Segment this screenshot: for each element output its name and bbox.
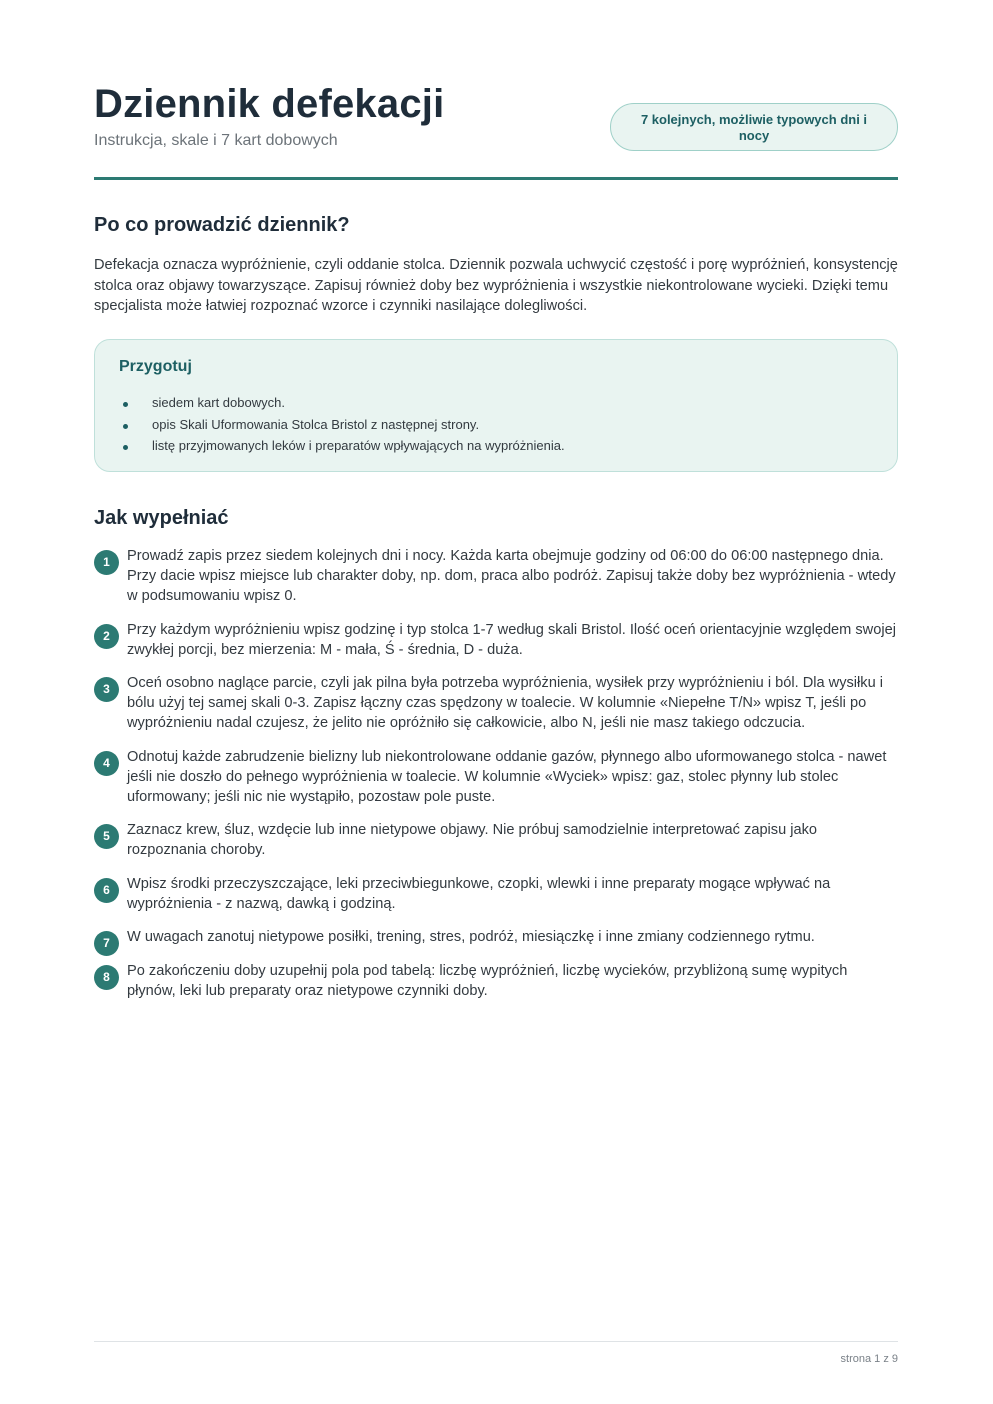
step-number-badge: 6	[94, 878, 119, 903]
purpose-heading: Po co prowadzić dziennik?	[94, 214, 350, 236]
step-number-badge: 4	[94, 751, 119, 776]
bullet-icon	[123, 424, 128, 429]
purpose-text: Defekacja oznacza wypróżnienie, czyli oddanie stolca. Dziennik pozwala uchwycić częstość i porę wypróżnień, konsystencję stolca oraz objawy towarzyszące. Zapisuj również doby bez wypróżnienia i wszystkie niekontrolowane wycieki. Dzięki temu specjalista może łatwiej rozpoznać wzorce i czynniki nasilające dolegliwości.	[94, 257, 898, 314]
step-number-badge: 2	[94, 624, 119, 649]
step-text: Odnotuj każde zabrudzenie bielizny lub niekontrolowane oddanie gazów, płynnego albo uformowanego stolca - nawet jeśli nie doszło do pełnego wypróżnienia w toalecie. W kolumnie «Wyciek» wpisz: gaz, stolec płynny lub stolec uformowany; jeśli nic nie wystąpiło, pozostaw pole puste.	[127, 748, 887, 805]
howto-heading: Jak wypełniać	[94, 507, 229, 529]
page-title: Dziennik defekacji	[94, 82, 445, 126]
prepare-item-text: listę przyjmowanych leków i preparatów wpływających na wypróżnienia.	[152, 438, 565, 453]
step-item	[94, 961, 898, 1001]
step-number-badge: 3	[94, 677, 119, 702]
document-header	[94, 80, 898, 182]
step-text: Zaznacz krew, śluz, wzdęcie lub inne nietypowe objawy. Nie próbuj samodzielnie interpretować zapisu jako rozpoznania choroby.	[127, 822, 818, 858]
step-item	[94, 820, 898, 860]
step-number-badge: 5	[94, 824, 119, 849]
steps-list	[94, 546, 898, 1014]
prepare-item-text: opis Skali Uformowania Stolca Bristol z następnej strony.	[152, 416, 480, 432]
header-divider	[94, 177, 898, 180]
page-number: strona 1 z 9	[840, 1353, 898, 1365]
prepare-list	[123, 392, 565, 457]
step-text: W uwagach zanotuj nietypowe posiłki, trening, stres, podróż, miesiączkę i inne zmiany codziennego rytmu.	[127, 929, 815, 945]
prepare-item-text: siedem kart dobowych.	[152, 395, 285, 410]
step-number-badge: 7	[94, 931, 119, 956]
step-item	[94, 747, 898, 807]
step-text: Oceń osobno naglące parcie, czyli jak pilna była potrzeba wypróżnienia, wysiłek przy wypróżnieniu i ból. Dla wysiłku i bólu użyj tej samej skali 0-3. Zapisz łączny czas spędzony w toalecie. W kolumnie «Niepełne T/N» wpisz T, jeśli po wypróżnieniu nadal czujesz, że jelito nie opróżniło się całkowicie, albo N, jeśli nie masz takiego odczucia.	[127, 675, 883, 731]
page-subtitle: Instrukcja, skale i 7 kart dobowych	[94, 132, 338, 149]
step-number-badge: 1	[94, 550, 119, 575]
document-page	[94, 0, 898, 1404]
prepare-item	[123, 392, 565, 414]
bullet-icon	[123, 402, 128, 407]
step-text: Prowadź zapis przez siedem kolejnych dni i nocy. Każda karta obejmuje godziny od 06:00 do 06:00 następnego dnia. Przy dacie wpisz miejsce lub charakter doby, np. dom, praca albo podróż. Zapisuj także doby bez wypróżnienia - wtedy w podsumowaniu wpisz 0.	[127, 548, 896, 604]
step-item	[94, 546, 898, 606]
duration-badge: 7 kolejnych, możliwie typowych dni i nocy	[610, 103, 898, 151]
step-item	[94, 874, 898, 914]
prepare-title: Przygotuj	[119, 358, 192, 375]
prepare-item	[123, 435, 565, 457]
step-text: Wpisz środki przeczyszczające, leki przeciwbiegunkowe, czopki, wlewki i inne preparaty mogące wpływać na wypróżnienia - z nazwą, dawką i godziną.	[127, 875, 831, 912]
footer-divider	[94, 1341, 898, 1342]
prepare-panel	[94, 339, 898, 472]
step-item	[94, 927, 898, 950]
step-item	[94, 673, 898, 733]
step-text: Przy każdym wypróżnieniu wpisz godzinę i typ stolca 1-7 według skali Bristol. Ilość oceń orientacyjnie względem swojej zwykłej porcji, bez mierzenia: M - mała, Ś - średnia, D - duża.	[127, 621, 896, 658]
step-text: Po zakończeniu doby uzupełnij pola pod tabelą: liczbę wypróżnień, liczbę wycieków, przybliżoną sumę wypitych płynów, leki lub preparaty oraz nietypowe czynniki doby.	[127, 962, 848, 999]
step-item	[94, 620, 898, 660]
step-number-badge: 8	[94, 965, 119, 990]
bullet-icon	[123, 445, 128, 450]
prepare-item	[123, 414, 565, 436]
